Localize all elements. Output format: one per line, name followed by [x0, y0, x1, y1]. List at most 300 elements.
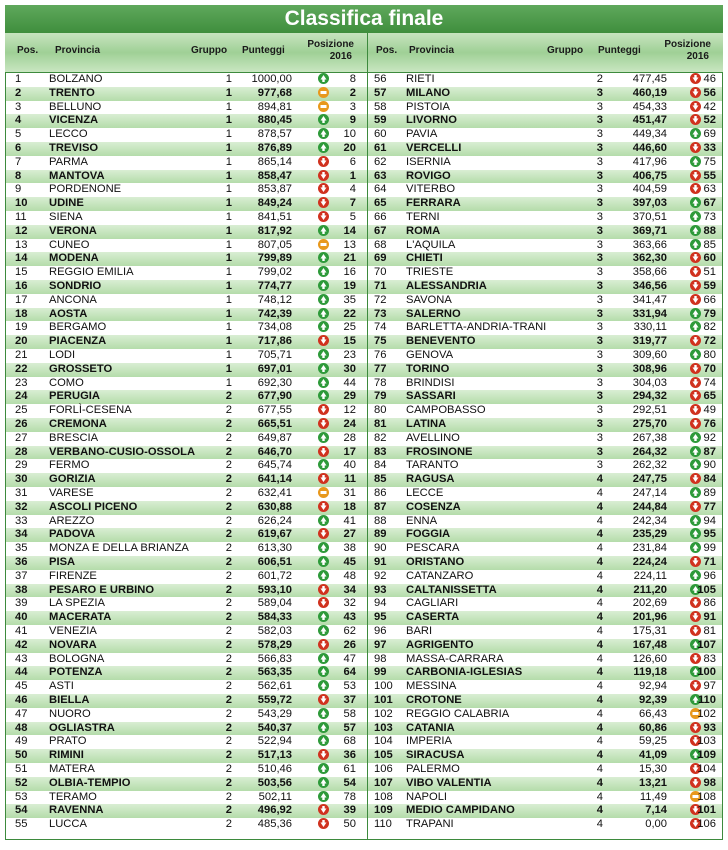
rank-position: 69: [374, 252, 387, 265]
score-value: 853,87: [257, 183, 292, 196]
province-name: NUORO: [49, 707, 91, 720]
table-row: [368, 680, 722, 694]
group-number: 1: [225, 211, 232, 223]
group-number: 2: [225, 556, 232, 568]
rank-position: 40: [15, 611, 28, 624]
rank-position: 4: [15, 114, 22, 127]
group-number: 4: [596, 680, 603, 693]
table-row: [368, 777, 722, 791]
rank-position: 55: [15, 818, 28, 831]
rank-position: 95: [374, 611, 387, 624]
previous-position-2016: 104: [697, 763, 716, 775]
province-name: SIENA: [49, 211, 83, 223]
rank-position: 73: [374, 307, 387, 320]
arrow-up-icon: [318, 735, 329, 746]
rank-position: 43: [15, 652, 28, 665]
score-value: 201,96: [632, 611, 667, 624]
score-value: 363,66: [632, 238, 667, 251]
province-name: SALERNO: [406, 307, 461, 320]
group-number: 2: [225, 569, 232, 582]
group-number: 4: [596, 500, 603, 513]
province-name: MASSA-CARRARA: [406, 652, 504, 665]
score-value: 630,88: [257, 500, 292, 513]
province-name: CROTONE: [406, 694, 462, 706]
previous-position-2016: 75: [703, 155, 716, 168]
score-value: 677,55: [257, 404, 292, 417]
previous-position-2016: 88: [703, 224, 716, 237]
arrow-up-icon: [318, 142, 329, 153]
score-value: 578,29: [257, 638, 292, 651]
province-name: UDINE: [49, 197, 84, 210]
table-row: [6, 735, 367, 749]
table-row: [6, 791, 367, 805]
province-name: ANCONA: [49, 293, 97, 306]
previous-position-2016: 51: [703, 266, 716, 279]
rank-position: 84: [374, 459, 387, 472]
group-number: 2: [225, 749, 232, 762]
score-value: 894,81: [257, 100, 292, 113]
previous-position-2016: 8: [349, 73, 356, 85]
province-name: BRINDISI: [406, 376, 455, 389]
score-value: 562,61: [257, 680, 292, 693]
province-name: TERAMO: [49, 790, 97, 803]
score-value: 244,84: [632, 500, 667, 513]
province-name: FORLÌ-CESENA: [49, 404, 132, 417]
group-number: 4: [596, 514, 603, 527]
previous-position-2016: 67: [703, 197, 716, 210]
arrow-down-icon: [318, 156, 329, 167]
province-name: NAPOLI: [406, 790, 448, 803]
province-name: VERBANO-CUSIO-OSSOLA: [49, 445, 196, 458]
rank-position: 89: [374, 528, 387, 541]
arrow-up-icon: [318, 73, 329, 84]
previous-position-2016: 19: [343, 280, 356, 292]
score-value: 641,14: [257, 473, 292, 486]
table-row: [6, 335, 367, 349]
group-number: 3: [596, 376, 603, 389]
table-row: [368, 377, 722, 391]
group-number: 4: [596, 625, 603, 637]
table-row: [368, 584, 722, 598]
rank-position: 3: [15, 100, 22, 113]
arrow-up-icon: [318, 349, 329, 360]
score-value: 559,72: [257, 694, 292, 706]
group-number: 2: [225, 652, 232, 665]
previous-position-2016: 79: [703, 307, 716, 320]
province-name: LA SPEZIA: [49, 597, 105, 610]
table-row: [368, 252, 722, 266]
previous-position-2016: 43: [343, 611, 356, 624]
province-name: VENEZIA: [49, 625, 97, 637]
rank-position: 39: [15, 597, 28, 610]
table-row: [6, 170, 367, 184]
rank-position: 62: [374, 155, 387, 168]
province-name: GROSSETO: [49, 362, 113, 375]
group-number: 2: [225, 597, 232, 610]
table-row: [368, 183, 722, 197]
previous-position-2016: 46: [703, 73, 716, 85]
province-name: PESARO E URBINO: [49, 583, 155, 596]
province-name: PISA: [49, 556, 76, 568]
previous-position-2016: 95: [703, 528, 716, 541]
table-row: [368, 611, 722, 625]
arrow-up-icon: [318, 280, 329, 291]
province-name: L'AQUILA: [406, 238, 456, 251]
rank-position: 92: [374, 569, 387, 582]
province-name: MEDIO CAMPIDANO: [406, 804, 515, 817]
province-name: FROSINONE: [406, 445, 473, 458]
table-row: [6, 321, 367, 335]
province-name: MESSINA: [406, 680, 457, 693]
province-name: BIELLA: [49, 694, 90, 706]
rank-position: 71: [374, 280, 387, 292]
rank-position: 85: [374, 473, 387, 486]
score-value: 841,51: [257, 211, 292, 223]
table-row: [368, 239, 722, 253]
group-number: 2: [225, 694, 232, 706]
equal-icon: [318, 487, 329, 498]
previous-position-2016: 10: [343, 128, 356, 141]
group-number: 4: [596, 749, 603, 762]
previous-position-2016: 49: [703, 404, 716, 417]
province-name: ENNA: [406, 514, 438, 527]
province-name: ROVIGO: [406, 169, 451, 182]
previous-position-2016: 31: [343, 487, 356, 499]
table-row: [368, 225, 722, 239]
score-value: 92,94: [639, 680, 667, 693]
table-row: [6, 763, 367, 777]
rank-position: 13: [15, 238, 28, 251]
rank-position: 32: [15, 500, 28, 513]
province-name: SIRACUSA: [406, 749, 465, 762]
rank-position: 102: [374, 707, 393, 720]
score-value: 705,71: [257, 349, 292, 361]
group-number: 2: [225, 500, 232, 513]
table-row: [6, 570, 367, 584]
score-value: 543,29: [257, 707, 292, 720]
table-row: [368, 791, 722, 805]
table-row: [6, 294, 367, 308]
table-row: [368, 321, 722, 335]
table-row: [6, 584, 367, 598]
score-value: 262,32: [632, 459, 667, 472]
previous-position-2016: 99: [703, 542, 716, 555]
table-row: [6, 418, 367, 432]
score-value: 0,00: [645, 818, 667, 831]
group-number: 3: [596, 335, 603, 348]
group-number: 3: [596, 211, 603, 223]
score-value: 880,45: [257, 114, 292, 127]
previous-position-2016: 90: [703, 459, 716, 472]
previous-position-2016: 85: [703, 238, 716, 251]
rank-position: 94: [374, 597, 387, 610]
score-value: 858,47: [257, 169, 292, 182]
rank-position: 91: [374, 556, 387, 568]
score-value: 319,77: [632, 335, 667, 348]
arrow-up-icon: [318, 390, 329, 401]
group-number: 2: [225, 459, 232, 472]
table-row: [368, 597, 722, 611]
previous-position-2016: 60: [703, 252, 716, 265]
previous-position-2016: 34: [343, 583, 356, 596]
score-value: 697,01: [257, 362, 292, 375]
score-value: 126,60: [632, 652, 667, 665]
group-number: 4: [596, 804, 603, 817]
rank-position: 96: [374, 625, 387, 637]
province-name: ALESSANDRIA: [406, 280, 487, 292]
previous-position-2016: 44: [343, 376, 356, 389]
group-number: 4: [596, 735, 603, 748]
rank-position: 66: [374, 211, 387, 223]
previous-position-2016: 1: [349, 169, 356, 182]
table-row: [6, 239, 367, 253]
group-number: 4: [596, 473, 603, 486]
group-number: 1: [225, 362, 232, 375]
province-name: TORINO: [406, 362, 450, 375]
group-number: 4: [596, 597, 603, 610]
province-name: TRIESTE: [406, 266, 454, 279]
rank-position: 38: [15, 583, 28, 596]
table-row: [368, 142, 722, 156]
rank-position: 12: [15, 224, 28, 237]
score-value: 589,04: [257, 597, 292, 610]
previous-position-2016: 38: [343, 542, 356, 555]
table-row: [368, 404, 722, 418]
previous-position-2016: 18: [343, 500, 356, 513]
rank-position: 5: [15, 128, 22, 141]
previous-position-2016: 68: [343, 735, 356, 748]
group-number: 4: [596, 721, 603, 734]
score-value: 275,70: [632, 418, 667, 430]
previous-position-2016: 30: [343, 362, 356, 375]
score-value: 294,32: [632, 390, 667, 403]
table-row: [368, 639, 722, 653]
score-value: 717,86: [257, 335, 292, 348]
table-row: [6, 708, 367, 722]
score-value: 309,60: [632, 349, 667, 361]
score-value: 247,14: [632, 487, 667, 499]
arrow-up-icon: [318, 777, 329, 788]
header-pos-right: Pos.: [376, 45, 398, 56]
score-value: 522,94: [257, 735, 292, 748]
table-row: [6, 87, 367, 101]
table-row: [6, 818, 367, 832]
previous-position-2016: 56: [703, 86, 716, 99]
previous-position-2016: 78: [343, 790, 356, 803]
province-name: PADOVA: [49, 528, 96, 541]
previous-position-2016: 35: [343, 293, 356, 306]
rank-position: 103: [374, 721, 393, 734]
score-value: 247,75: [632, 473, 667, 486]
rank-position: 27: [15, 431, 28, 444]
rank-position: 51: [15, 763, 28, 775]
score-value: 817,92: [257, 224, 292, 237]
score-value: 242,34: [632, 514, 667, 527]
province-name: AREZZO: [49, 514, 95, 527]
table-row: [6, 777, 367, 791]
table-row: [368, 501, 722, 515]
province-name: PISTOIA: [406, 100, 450, 113]
group-number: 4: [596, 666, 603, 679]
rank-position: 81: [374, 418, 387, 430]
table-row: [368, 694, 722, 708]
previous-position-2016: 7: [349, 197, 356, 210]
rank-position: 88: [374, 514, 387, 527]
province-name: VERONA: [49, 224, 97, 237]
arrow-up-icon: [318, 791, 329, 802]
table-row: [6, 308, 367, 322]
table-row: [368, 197, 722, 211]
province-name: SAVONA: [406, 293, 452, 306]
score-value: 878,57: [257, 128, 292, 141]
previous-position-2016: 74: [703, 376, 716, 389]
arrow-up-icon: [318, 653, 329, 664]
previous-position-2016: 16: [343, 266, 356, 279]
rank-position: 107: [374, 776, 393, 789]
arrow-down-icon: [318, 446, 329, 457]
arrow-up-icon: [318, 377, 329, 388]
group-number: 3: [596, 128, 603, 141]
score-value: 292,51: [632, 404, 667, 417]
rank-position: 23: [15, 376, 28, 389]
group-number: 4: [596, 707, 603, 720]
rank-position: 101: [374, 694, 393, 706]
province-name: GENOVA: [406, 349, 454, 361]
province-name: ASCOLI PICENO: [49, 500, 138, 513]
score-value: 15,30: [639, 763, 667, 775]
rank-position: 44: [15, 666, 28, 679]
previous-position-2016: 73: [703, 211, 716, 223]
table-row: [368, 722, 722, 736]
rank-position: 1: [15, 73, 22, 85]
group-number: 1: [225, 100, 232, 113]
group-number: 4: [596, 487, 603, 499]
rank-position: 60: [374, 128, 387, 141]
group-number: 2: [225, 528, 232, 541]
rank-position: 10: [15, 197, 28, 210]
rank-position: 7: [15, 155, 22, 168]
group-number: 4: [596, 790, 603, 803]
previous-position-2016: 24: [343, 418, 356, 430]
arrow-up-icon: [318, 459, 329, 470]
group-number: 3: [596, 293, 603, 306]
rank-position: 57: [374, 86, 387, 99]
equal-icon: [318, 101, 329, 112]
table-row: [368, 735, 722, 749]
table-row: [6, 556, 367, 570]
group-number: 4: [596, 611, 603, 624]
arrow-down-icon: [318, 749, 329, 760]
group-number: 3: [596, 169, 603, 182]
rank-position: 52: [15, 776, 28, 789]
table-row: [6, 73, 367, 87]
rank-position: 78: [374, 376, 387, 389]
rank-position: 59: [374, 114, 387, 127]
previous-position-2016: 69: [703, 128, 716, 141]
province-name: BRESCIA: [49, 431, 99, 444]
previous-position-2016: 86: [703, 597, 716, 610]
previous-position-2016: 72: [703, 335, 716, 348]
score-value: 346,56: [632, 280, 667, 292]
score-value: 167,48: [632, 638, 667, 651]
rank-position: 99: [374, 666, 387, 679]
arrow-up-icon: [318, 708, 329, 719]
table-header: [5, 33, 723, 73]
score-value: 677,90: [257, 390, 292, 403]
table-row: [6, 225, 367, 239]
province-name: RAGUSA: [406, 473, 455, 486]
arrow-down-icon: [318, 404, 329, 415]
previous-position-2016: 11: [344, 473, 356, 486]
province-name: BELLUNO: [49, 100, 102, 113]
previous-position-2016: 63: [703, 183, 716, 196]
province-name: MILANO: [406, 86, 451, 99]
rank-position: 63: [374, 169, 387, 182]
score-value: 742,39: [257, 307, 292, 320]
group-number: 1: [225, 307, 232, 320]
table-row: [368, 763, 722, 777]
score-value: 517,13: [257, 749, 292, 762]
rank-position: 34: [15, 528, 28, 541]
group-number: 2: [225, 680, 232, 693]
group-number: 4: [596, 569, 603, 582]
score-value: 865,14: [257, 155, 292, 168]
province-name: POTENZA: [49, 666, 103, 679]
province-name: MACERATA: [49, 611, 112, 624]
province-name: MONZA E DELLA BRIANZA: [49, 542, 189, 555]
group-number: 1: [225, 128, 232, 141]
previous-position-2016: 83: [703, 652, 716, 665]
previous-position-2016: 91: [703, 611, 716, 624]
header-gruppo: Gruppo: [191, 45, 228, 56]
table-row: [6, 377, 367, 391]
arrow-up-icon: [318, 666, 329, 677]
rank-position: 42: [15, 638, 28, 651]
previous-position-2016: 12: [343, 404, 356, 417]
arrow-up-icon: [318, 321, 329, 332]
table-row: [368, 459, 722, 473]
previous-position-2016: 100: [697, 666, 716, 679]
score-value: 601,72: [257, 569, 292, 582]
province-name: SONDRIO: [49, 280, 102, 292]
arrow-down-icon: [318, 528, 329, 539]
arrow-up-icon: [318, 266, 329, 277]
table-row: [368, 335, 722, 349]
score-value: 404,59: [632, 183, 667, 196]
table-row: [6, 446, 367, 460]
province-name: TREVISO: [49, 142, 99, 154]
arrow-up-icon: [318, 611, 329, 622]
arrow-up-icon: [318, 763, 329, 774]
previous-position-2016: 76: [703, 418, 716, 430]
score-value: 593,10: [257, 583, 292, 596]
score-value: 649,87: [257, 431, 292, 444]
arrow-up-icon: [318, 570, 329, 581]
score-value: 92,39: [639, 694, 667, 706]
previous-position-2016: 98: [703, 776, 716, 789]
score-value: 692,30: [257, 376, 292, 389]
group-number: 2: [225, 418, 232, 430]
group-number: 3: [596, 321, 603, 334]
score-value: 66,43: [639, 707, 667, 720]
previous-position-2016: 108: [697, 790, 716, 803]
score-value: 540,37: [257, 721, 292, 734]
rank-position: 48: [15, 721, 28, 734]
previous-position-2016: 55: [703, 169, 716, 182]
group-number: 2: [225, 431, 232, 444]
previous-position-2016: 29: [343, 390, 356, 403]
table-row: [6, 501, 367, 515]
